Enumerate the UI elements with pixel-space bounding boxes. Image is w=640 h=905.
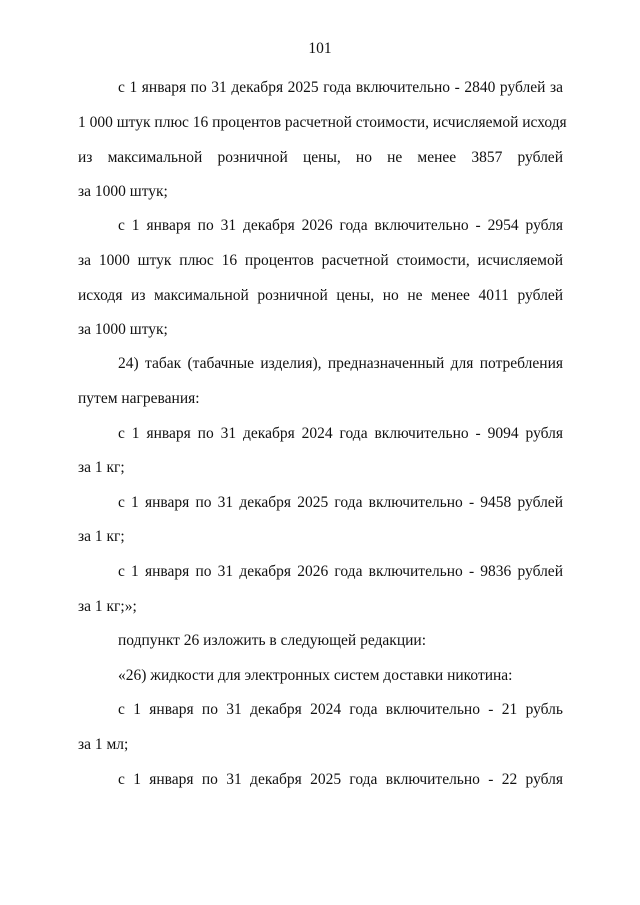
text-line: исходя из максимальной розничной цены, но не менее 4011 рублей [78, 287, 563, 304]
text-line: с 1 января по 31 декабря 2026 года включительно - 2954 рубля [118, 217, 563, 234]
text-line: за 1 кг;»; [78, 598, 137, 615]
text-line: с 1 января по 31 декабря 2025 года включительно - 22 рубля [118, 771, 563, 788]
text-line: из максимальной розничной цены, но не менее 3857 рублей [78, 149, 563, 166]
page-number: 101 [308, 40, 332, 57]
text-line: 24) табак (табачные изделия), предназначенный для потребления [118, 355, 563, 372]
text-line: за 1 мл; [78, 736, 129, 753]
text-line: с 1 января по 31 декабря 2026 года включительно - 9836 рублей [118, 563, 563, 580]
text-line: 1 000 штук плюс 16 процентов расчетной стоимости, исчисляемой исходя [78, 114, 567, 131]
text-line: за 1000 штук плюс 16 процентов расчетной стоимости, исчисляемой [78, 252, 563, 269]
text-line: за 1000 штук; [78, 183, 168, 200]
text-line: с 1 января по 31 декабря 2025 года включительно - 2840 рублей за [118, 79, 563, 96]
text-line: за 1000 штук; [78, 321, 168, 338]
text-line: путем нагревания: [78, 390, 200, 407]
text-line: «26) жидкости для электронных систем доставки никотина: [118, 667, 513, 684]
text-line: за 1 кг; [78, 459, 125, 476]
text-line: с 1 января по 31 декабря 2024 года включительно - 9094 рубля [118, 425, 563, 442]
text-line: с 1 января по 31 декабря 2025 года включительно - 9458 рублей [118, 494, 563, 511]
text-line: подпункт 26 изложить в следующей редакции: [118, 632, 427, 649]
text-line: с 1 января по 31 декабря 2024 года включительно - 21 рубль [118, 701, 563, 718]
text-line: за 1 кг; [78, 528, 125, 545]
